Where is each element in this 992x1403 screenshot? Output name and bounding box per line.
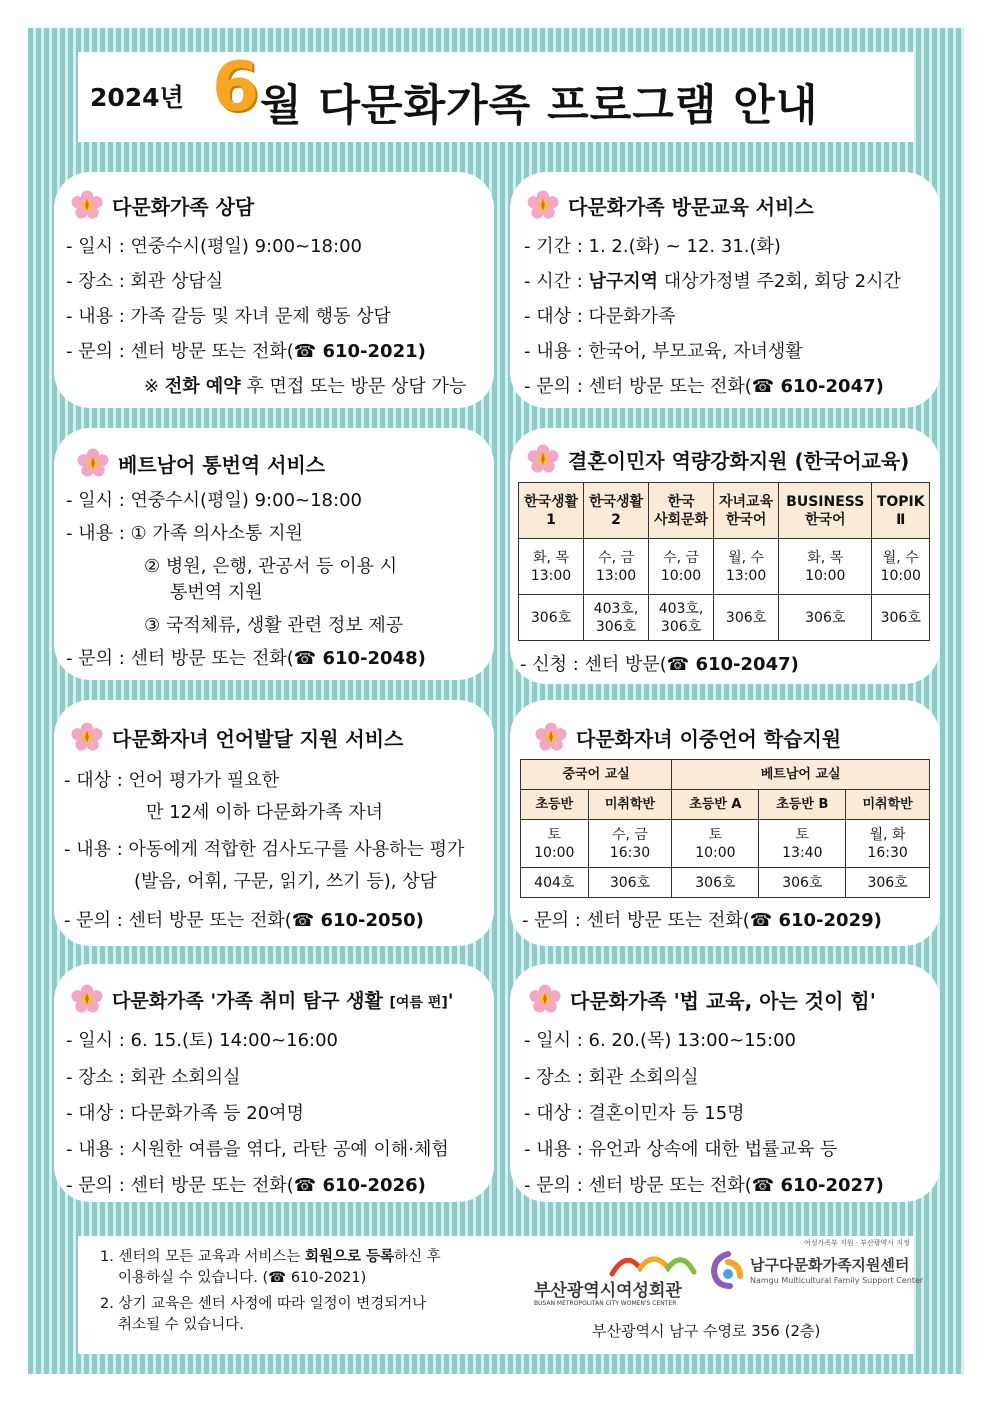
contact-line: - 문의 : 센터 방문 또는 전화(☎ 610-2050) (64, 910, 424, 931)
table-cell: 수, 금 16:30 (588, 820, 672, 868)
text-line: 통번역 지원 (170, 582, 263, 603)
table-cell: 306호 (519, 595, 584, 641)
table-cell: 403호, 306호 (649, 595, 714, 641)
text-line: - 내용 : 가족 갈등 및 자녀 문제 행동 상담 (66, 306, 391, 327)
table-header-cell: 자녀교육 한국어 (714, 483, 779, 539)
support-center-name-en: Namgu Multicultural Family Support Center (750, 1276, 924, 1285)
text-line: - 장소 : 회관 소회의실 (66, 1067, 241, 1088)
table-cell: 수, 금 10:00 (649, 539, 714, 595)
card-title-text: 결혼이민자 역량강화지원 (한국어교육) (568, 448, 910, 473)
header-month: 6 (212, 48, 260, 127)
card-bilingual-learning (510, 700, 940, 946)
table-cell: 토 10:00 (521, 820, 589, 868)
table-header-cell: 미취학반 (588, 790, 672, 820)
table-header-cell: 초등반 B (759, 790, 846, 820)
text-line: - 대상 : 다문화가족 등 20여명 (66, 1103, 304, 1124)
text-line: - 장소 : 회관 소회의실 (524, 1067, 699, 1088)
text-line: ③ 국적체류, 생활 관련 정보 제공 (144, 615, 404, 636)
table-cell: 306호 (872, 595, 930, 641)
card-title (534, 722, 841, 752)
text-line: - 내용 : 아동에게 적합한 검사도구를 사용하는 평가 (64, 839, 465, 860)
text-line: - 대상 : 언어 평가가 필요한 (64, 770, 280, 791)
flower-icon (528, 984, 562, 1014)
card-title-text: 베트남어 통번역 서비스 (118, 452, 326, 477)
table-header-cell: 한국 사회문화 (649, 483, 714, 539)
text-line: - 기간 : 1. 2.(화) ~ 12. 31.(화) (524, 236, 781, 257)
table-cell: 306호 (759, 868, 846, 898)
table-header-cell: 초등반 (521, 790, 589, 820)
table-cell: 306호 (779, 595, 872, 641)
card-vietnamese-interpretation (54, 428, 494, 680)
table-cell: 404호 (521, 868, 589, 898)
text-line: - 내용 : ① 가족 의사소통 지원 (66, 523, 303, 544)
table-cell: 토 13:40 (759, 820, 846, 868)
footer-note: 취소될 수 있습니다. (118, 1317, 244, 1333)
table-cell: 토 10:00 (672, 820, 759, 868)
table-group-header: 베트남어 교실 (672, 760, 930, 790)
text-line: - 내용 : 시원한 여름을 엮다, 라탄 공예 이해·체험 (66, 1139, 449, 1160)
contact-line: - 문의 : 센터 방문 또는 전화(☎ 610-2026) (66, 1175, 426, 1196)
contact-line: - 문의 : 센터 방문 또는 전화(☎ 610-2029) (522, 910, 882, 931)
text-line: - 장소 : 회관 상담실 (66, 271, 224, 292)
note-line: ※ 전화 예약 후 면접 또는 방문 상담 가능 (144, 376, 467, 397)
card-title-text: 다문화가족 '법 교육, 아는 것이 힘' (570, 988, 876, 1013)
text-line: ② 병원, 은행, 관공서 등 이용 시 (144, 556, 398, 577)
card-title (528, 984, 876, 1014)
flower-icon (70, 984, 104, 1014)
card-law-education (510, 964, 940, 1202)
text-line: - 대상 : 다문화가족 (524, 306, 676, 327)
table-cell: 월, 수 13:00 (714, 539, 779, 595)
card-title (76, 448, 325, 478)
table-cell: 306호 (714, 595, 779, 641)
table-cell: 403호, 306호 (584, 595, 649, 641)
table-header-cell: 미취학반 (846, 790, 930, 820)
header-year: 2024년 (90, 83, 184, 112)
table-cell: 306호 (846, 868, 930, 898)
text-line: - 일시 : 연중수시(평일) 9:00~18:00 (66, 236, 362, 257)
flower-icon (526, 190, 560, 220)
card-title-text: 다문화가족 상담 (112, 194, 255, 219)
table-header-cell: 한국생활 1 (519, 483, 584, 539)
womens-center-name: 부산광역시여성회관 (534, 1281, 682, 1301)
womens-center-logo-icon (608, 1248, 698, 1278)
table-cell: 월, 화 16:30 (846, 820, 930, 868)
table-cell: 306호 (672, 868, 759, 898)
footer-note: 1. 센터의 모든 교육과 서비스는 회원으로 등록하신 후 (100, 1249, 441, 1265)
page-title: 월 다문화가족 프로그램 안내 (260, 81, 819, 131)
text-line: - 대상 : 결혼이민자 등 15명 (524, 1103, 745, 1124)
footer-note: 2. 상기 교육은 센터 사정에 따라 일정이 변경되거나 (100, 1296, 427, 1312)
flower-icon (76, 448, 110, 478)
korean-class-table (518, 482, 930, 641)
flower-icon (70, 190, 104, 220)
flower-icon (70, 722, 104, 752)
footer-note: 이용하실 수 있습니다. (☎ 610-2021) (118, 1270, 367, 1286)
card-title (526, 190, 814, 220)
page-header (78, 48, 914, 142)
table-cell: 화, 목 10:00 (779, 539, 872, 595)
table-cell: 월, 수 10:00 (872, 539, 930, 595)
womens-center-name-en: BUSAN METROPOLITAN CITY WOMEN'S CENTER (534, 1300, 677, 1307)
table-cell: 306호 (588, 868, 672, 898)
table-cell: 화, 목 13:00 (519, 539, 584, 595)
bilingual-class-table (520, 759, 930, 898)
table-group-header: 중국어 교실 (521, 760, 672, 790)
address: 부산광역시 남구 수영로 356 (2층) (592, 1322, 821, 1340)
card-family-hobby (54, 964, 494, 1202)
table-cell: 수, 금 13:00 (584, 539, 649, 595)
text-line: - 일시 : 6. 15.(토) 14:00~16:00 (66, 1030, 339, 1051)
card-title-text: 다문화자녀 이중언어 학습지원 (576, 726, 842, 751)
support-center-logo-icon (708, 1250, 748, 1290)
text-line: - 내용 : 유언과 상속에 대한 법률교육 등 (524, 1139, 838, 1160)
card-family-counseling (54, 172, 494, 408)
footer (78, 1236, 924, 1354)
contact-line: - 문의 : 센터 방문 또는 전화(☎ 610-2048) (66, 648, 426, 669)
table-header-cell: BUSINESS 한국어 (779, 483, 872, 539)
card-korean-education (510, 428, 940, 684)
table-header-cell: TOPIK Ⅱ (872, 483, 930, 539)
support-center-sponsor: 여성가족부 지원 · 부산광역시 지정 (804, 1239, 910, 1247)
contact-line: - 문의 : 센터 방문 또는 전화(☎ 610-2047) (524, 376, 884, 397)
support-center-name: 남구다문화가족지원센터 (750, 1256, 910, 1274)
card-visiting-education (510, 172, 940, 408)
text-line: - 일시 : 연중수시(평일) 9:00~18:00 (66, 490, 362, 511)
card-title-text: 다문화가족 방문교육 서비스 (568, 194, 814, 219)
card-title (70, 190, 254, 220)
card-title (70, 722, 403, 752)
card-title-text: 다문화가족 '가족 취미 탐구 생활 [여름 편]' (112, 989, 454, 1012)
text-line: - 일시 : 6. 20.(목) 13:00~15:00 (524, 1030, 797, 1051)
contact-line: - 문의 : 센터 방문 또는 전화(☎ 610-2027) (524, 1175, 884, 1196)
card-title (70, 984, 454, 1014)
apply-line: - 신청 : 센터 방문(☎ 610-2047) (520, 654, 799, 675)
card-title-text: 다문화자녀 언어발달 지원 서비스 (112, 726, 404, 751)
table-header-cell: 초등반 A (672, 790, 759, 820)
text-line: (발음, 어휘, 구문, 읽기, 쓰기 등), 상담 (134, 871, 438, 892)
card-language-development (54, 700, 494, 946)
table-header-cell: 한국생활 2 (584, 483, 649, 539)
text-line: - 시간 : 남구지역 대상가정별 주2회, 회당 2시간 (524, 271, 901, 292)
card-title (526, 444, 909, 474)
text-line: - 내용 : 한국어, 부모교육, 자녀생활 (524, 341, 803, 362)
flower-icon (526, 444, 560, 474)
contact-line: - 문의 : 센터 방문 또는 전화(☎ 610-2021) (66, 341, 426, 362)
text-line: 만 12세 이하 다문화가족 자녀 (146, 802, 384, 823)
flower-icon (534, 722, 568, 752)
